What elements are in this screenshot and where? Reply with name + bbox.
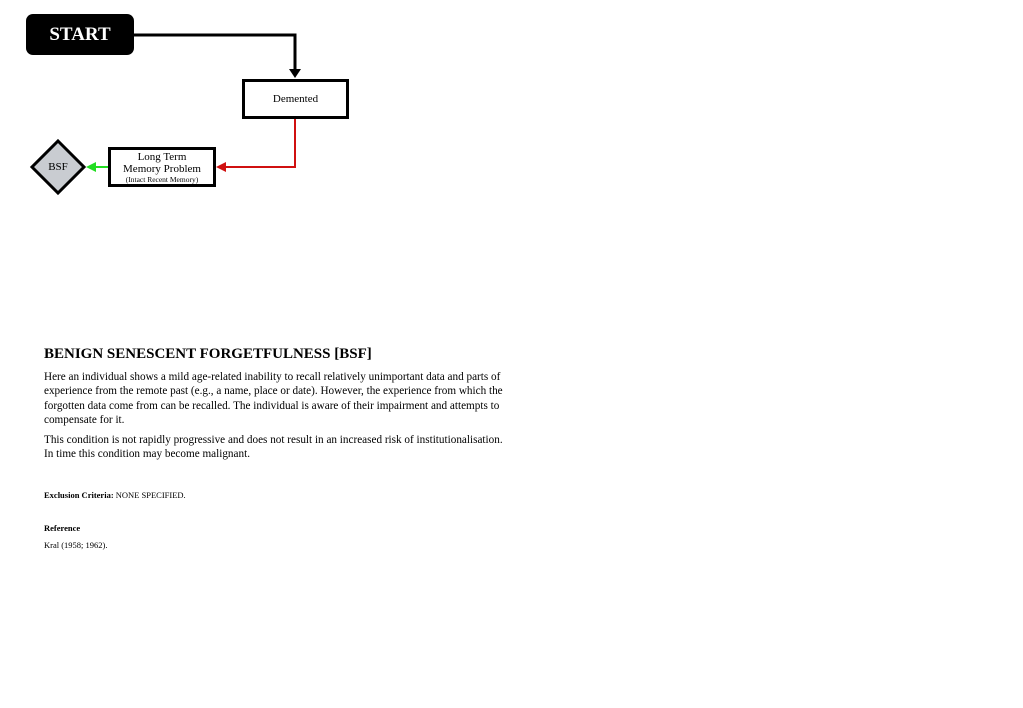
description-paragraph-2: This condition is not rapidly progressive and does not result in an increased risk of institutionalisation. In time this condition may become malignant. <box>44 434 503 461</box>
description-section <box>44 346 504 468</box>
demented-label: Demented <box>272 93 319 105</box>
long-term-note: (Intact Recent Memory) <box>125 174 199 184</box>
start-label: START <box>49 23 111 45</box>
section-title: BENIGN SENESCENT FORGETFULNESS [BSF] <box>44 346 372 362</box>
arrow-demented-to-long-term <box>225 119 295 167</box>
long-term-line-1: Long Term <box>137 150 187 163</box>
start-node <box>26 14 134 55</box>
description-paragraph-1: Here an individual shows a mild age-related inability to recall relatively unimportant data and parts of experience from the remote past (e.g., a name, place or date). However, the experience from which the forgotten data come from can be recalled. The individual is aware of their impairment and attempts to compensate for it. <box>44 371 503 426</box>
bsf-label: BSF <box>48 161 68 173</box>
reference-heading: Reference <box>44 523 81 533</box>
arrowhead-demented <box>289 69 301 78</box>
exclusion-criteria <box>44 490 186 500</box>
long-term-line-2: Memory Problem <box>123 162 201 175</box>
arrow-start-to-demented <box>134 35 295 70</box>
exclusion-label: Exclusion Criteria: <box>44 490 114 500</box>
demented-node <box>242 79 349 119</box>
reference-text: Kral (1958; 1962). <box>44 540 108 550</box>
exclusion-value: NONE SPECIFIED. <box>115 490 186 500</box>
long-term-memory-node <box>108 147 216 187</box>
arrowhead-long-term <box>216 162 226 172</box>
arrowhead-bsf <box>86 162 96 172</box>
